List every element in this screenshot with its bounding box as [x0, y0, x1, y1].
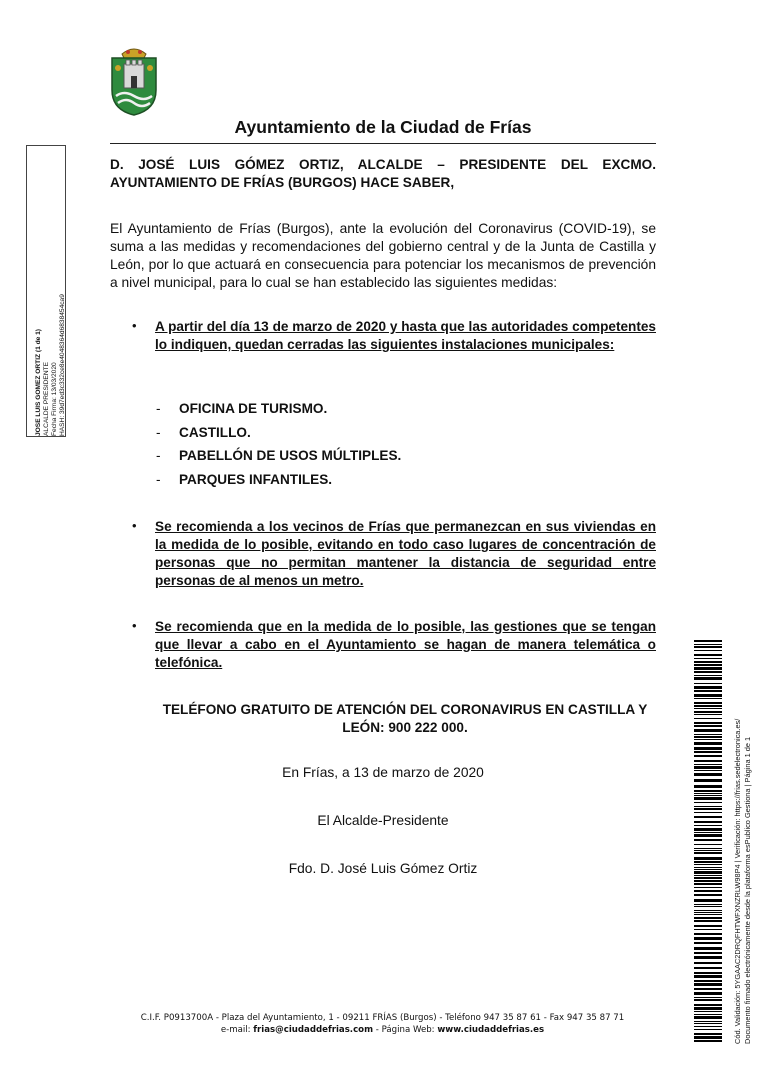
barcode-bar [694, 967, 722, 969]
bullet-marker: • [132, 318, 137, 333]
barcode-bar [694, 694, 722, 697]
barcode-bar [694, 980, 722, 982]
validation-platform-line: Documento firmado electrónicamente desde la plataforma esPublico Gestiona | Página 1 de 1 [742, 736, 752, 1044]
barcode-bar [694, 880, 722, 882]
list-item: PABELLÓN DE USOS MÚLTIPLES. [179, 448, 402, 463]
barcode-bar [694, 988, 722, 990]
barcode-bar [694, 1004, 722, 1006]
barcode-bar [694, 867, 722, 868]
footer [100, 1012, 665, 1036]
barcode-bar [694, 760, 722, 762]
barcode-bar [694, 640, 722, 642]
barcode-bar [694, 828, 722, 831]
barcode-bar [694, 747, 722, 750]
barcode-bar [694, 875, 722, 876]
barcode-bar [694, 722, 722, 724]
barcode-bar [694, 894, 722, 896]
list-dash: - [156, 472, 161, 487]
barcode-bar [694, 686, 722, 689]
barcode-bar [694, 821, 722, 823]
barcode-bar [694, 671, 722, 673]
footer-address: C.I.F. P0913700A - Plaza del Ayuntamiento, 1 - 09211 FRÍAS (Burgos) - Teléfono 947 35 87 61 - Fax 947 35 87 71 [140, 1013, 625, 1023]
barcode-bar [694, 654, 722, 656]
measure-stay-home: Se recomienda a los vecinos de Frías que permanezcan en sus viviendas en la medida de lo posible, evitando en todo caso lugares de concentración de personas que no permitan mantener la distancia de seguridad entre personas de al menos un metro. [155, 519, 656, 588]
barcode-bar [694, 661, 722, 663]
barcode-bar [694, 779, 722, 782]
coat-of-arms-logo [108, 46, 160, 116]
intro-heading: D. JOSÉ LUIS GÓMEZ ORTIZ, ALCALDE – PRESIDENTE DEL EXCMO. AYUNTAMIENTO DE FRÍAS (BURGOS) HACE SABER, [110, 157, 656, 190]
barcode-bar [694, 869, 722, 870]
web-link[interactable]: www.ciudaddefrias.es [437, 1025, 545, 1035]
signer-line: JOSE LUIS GOMEZ ORTIZ (1 de 1) [35, 329, 42, 436]
barcode-bar [694, 816, 722, 818]
barcode-bar [694, 947, 722, 950]
barcode-bar [694, 1023, 722, 1024]
barcode-bar [694, 937, 722, 940]
barcode-bar [694, 1011, 722, 1012]
barcode-bar [694, 952, 722, 954]
barcode-bar [694, 797, 722, 800]
barcode-bar [694, 999, 722, 1001]
measure-closures: A partir del día 13 de marzo de 2020 y hasta que las autoridades competentes lo indiquen, quedan cerradas las siguientes instalaciones municipales: [155, 319, 656, 352]
barcode-bar [694, 1029, 722, 1030]
barcode-bar [694, 1040, 722, 1042]
signature-date-line: Fecha Firma: 13/03/2020 [51, 362, 58, 436]
signer-role: El Alcalde-Presidente [317, 813, 449, 828]
list-item: OFICINA DE TURISMO. [179, 401, 328, 416]
barcode-bar [694, 729, 722, 732]
barcode-bar [694, 917, 722, 919]
barcode-bar [694, 705, 722, 707]
barcode-bar [694, 1016, 722, 1019]
barcode-bar [694, 1007, 722, 1010]
barcode-bar [694, 1033, 722, 1035]
barcode-bar [694, 802, 722, 803]
barcode-bar [694, 933, 722, 935]
barcode-bar [694, 646, 722, 648]
barcode-bar [694, 914, 722, 915]
barcode-bar [694, 785, 722, 788]
bullet-marker: • [132, 618, 137, 633]
barcode-bar [694, 714, 722, 715]
email-link[interactable]: frias@ciudaddefrias.com [253, 1025, 374, 1035]
web-label: - Página Web: [373, 1025, 438, 1035]
barcode-bar [694, 1014, 722, 1015]
signer-role-line: ALCALDE PRESIDENTE [43, 361, 50, 436]
barcode-bar [694, 742, 722, 745]
intro-paragraph: El Ayuntamiento de Frías (Burgos), ante la evolución del Coronavirus (COVID-19), se suma a las medidas y recomendaciones del gobierno central y de la Junta de Castilla y León, por lo que actuará en consecuencia para potenciar los mecanismos de prevención a nivel municipal, para lo cual se han establecido las siguientes medidas: [110, 221, 656, 290]
barcode-bar [694, 899, 722, 902]
barcode-bar [694, 852, 722, 854]
place-date: En Frías, a 13 de marzo de 2020 [282, 765, 484, 780]
barcode-bar [694, 832, 722, 833]
barcode-bar [694, 910, 722, 911]
barcode-bar [694, 942, 722, 944]
barcode-bar [694, 912, 722, 913]
barcode-bar [694, 839, 722, 841]
barcode-bar [694, 698, 722, 699]
barcode-bar [694, 806, 722, 807]
barcode-bar [694, 825, 722, 826]
barcode-bar [694, 711, 722, 713]
barcode-bar [694, 739, 722, 740]
barcode-bar [694, 956, 722, 959]
barcode-bar [694, 683, 722, 684]
barcode-bar [694, 992, 722, 995]
barcode-bar [694, 844, 722, 845]
barcode-bar [694, 718, 722, 719]
page-title: Ayuntamiento de la Ciudad de Frías [234, 117, 532, 137]
barcode-bar [694, 690, 722, 692]
barcode-bar [694, 751, 722, 753]
barcode-bar [694, 861, 722, 863]
barcode-bar [694, 1021, 722, 1022]
barcode-bar [694, 997, 722, 998]
barcode-bar [694, 883, 722, 885]
barcode-bar [694, 725, 722, 727]
barcode-bar [694, 972, 722, 974]
barcode-bar [694, 925, 722, 927]
list-dash: - [156, 401, 161, 416]
barcode-bar [694, 766, 722, 769]
barcode-bar [694, 795, 722, 796]
barcode-bar [694, 708, 722, 709]
barcode-bar [694, 734, 722, 735]
barcode-bar [694, 848, 722, 849]
barcode-bar [694, 857, 722, 860]
barcode-bar [694, 773, 722, 776]
barcode-bar [694, 1036, 722, 1039]
barcode-bar [694, 887, 722, 888]
title-divider [110, 143, 656, 144]
barcode-bar [694, 644, 722, 645]
barcode-bar [694, 702, 722, 704]
barcode-bar [694, 975, 722, 978]
barcode-bar [694, 812, 722, 813]
barcode-bar [694, 904, 722, 905]
email-label: e-mail: [220, 1025, 254, 1035]
list-item: CASTILLO. [179, 425, 251, 440]
barcode-bar [694, 667, 722, 670]
validation-code-line: Cód. Validación: 5YGAAC2DRQFHTWFXNZRLW98P4 | Verificación: https://frias.sedelectronica.es/ [733, 718, 742, 1044]
footer-contact [100, 1024, 665, 1036]
barcode-bar [694, 808, 722, 810]
barcode-bar [694, 650, 722, 651]
validation-text [733, 719, 752, 1044]
barcode-bar [694, 962, 722, 964]
barcode-bar [694, 920, 722, 922]
barcode-bar [694, 675, 722, 676]
barcode-bar [694, 850, 722, 851]
barcode-bar [694, 864, 722, 865]
bullet-marker: • [132, 518, 137, 533]
barcode-bar [694, 736, 722, 738]
barcode-bar [694, 664, 722, 666]
barcode-bar [694, 890, 722, 892]
phone-notice: TELÉFONO GRATUITO DE ATENCIÓN DEL CORONAVIRUS EN CASTILLA Y LEÓN: 900 222 000. [162, 702, 648, 735]
barcode-bar [694, 790, 722, 792]
list-dash: - [156, 448, 161, 463]
list-dash: - [156, 425, 161, 440]
barcode-bar [694, 834, 722, 837]
barcode-bar [694, 658, 722, 659]
barcode-bar [694, 755, 722, 757]
barcode-bar [694, 677, 722, 680]
signer-name: Fdo. D. José Luis Gómez Ortiz [288, 861, 478, 876]
barcode-bar [694, 793, 722, 794]
measure-remote-procedures: Se recomienda que en la medida de lo posible, las gestiones que se tengan que llevar a cabo en el Ayuntamiento se hagan de manera telemática o telefónica. [155, 619, 656, 670]
signature-box [26, 145, 66, 437]
barcode-bar [694, 877, 722, 879]
barcode-bar [694, 929, 722, 930]
barcode-bar [694, 906, 722, 907]
validation-barcode [694, 640, 722, 1044]
barcode-bar [694, 983, 722, 986]
barcode-bar [694, 764, 722, 765]
barcode-bar [694, 770, 722, 771]
barcode-bar [694, 871, 722, 874]
signature-hash-line: HASH: 39d7ed3c332ce8e4048364d6838454ca9 [59, 294, 66, 436]
barcode-bar [694, 1026, 722, 1027]
list-item: PARQUES INFANTILES. [179, 472, 333, 487]
